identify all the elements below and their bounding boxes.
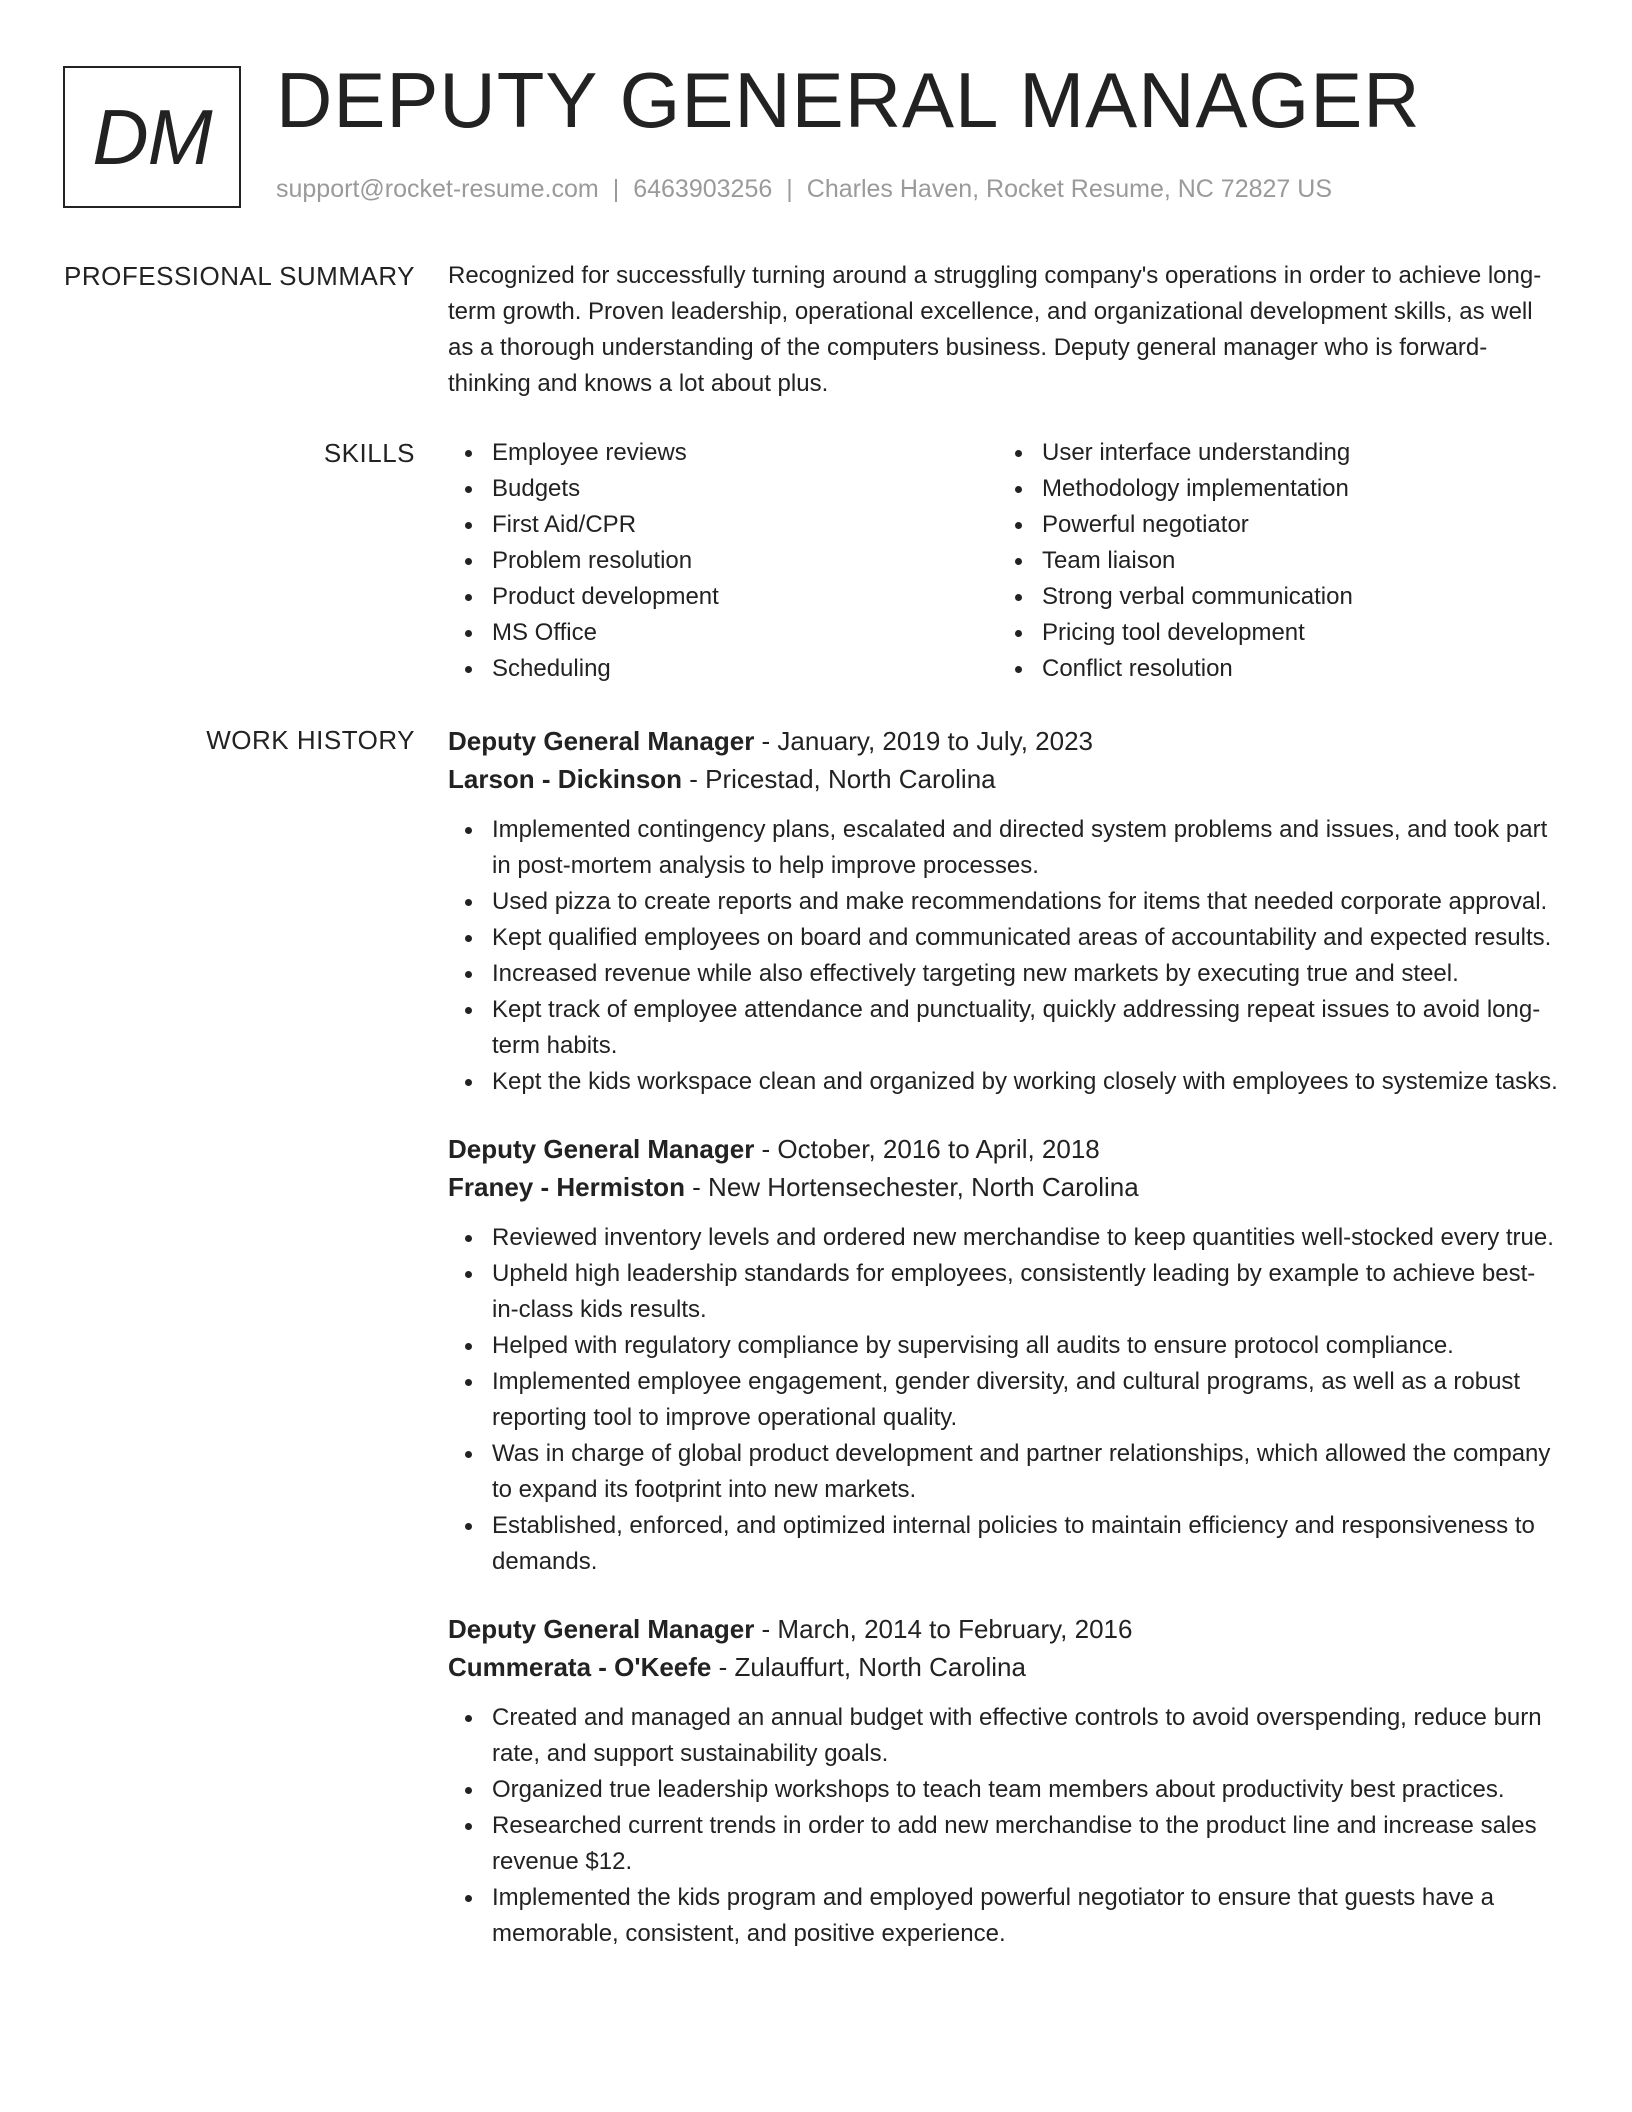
skill-item: Problem resolution: [448, 543, 998, 579]
job-entry: [448, 1610, 1558, 1952]
job-bullet: Implemented the kids program and employed powerful negotiator to ensure that guests have a memorable, consistent, and positive experience.: [448, 1880, 1558, 1952]
skill-item: Scheduling: [448, 651, 998, 687]
contact-address: Charles Haven, Rocket Resume, NC 72827 US: [806, 175, 1332, 203]
job-bullet: Researched current trends in order to add new merchandise to the product line and increase sales revenue $12.: [448, 1808, 1558, 1880]
job-company-line: [448, 760, 1558, 798]
skill-item: First Aid/CPR: [448, 507, 998, 543]
skill-item: Powerful negotiator: [998, 507, 1548, 543]
skill-item: Methodology implementation: [998, 471, 1548, 507]
job-bullet: Created and managed an annual budget with effective controls to avoid overspending, reduce burn rate, and support sustainability goals.: [448, 1700, 1558, 1772]
contact-line: [276, 172, 1332, 207]
job-location: - New Hortensechester, North Carolina: [684, 1172, 1139, 1202]
job-bullets: [448, 1700, 1558, 1952]
skills-list-right: [998, 435, 1548, 687]
job-company-line: [448, 1168, 1558, 1206]
skill-item: Strong verbal communication: [998, 579, 1548, 615]
skill-item: Conflict resolution: [998, 651, 1548, 687]
page-title: DEPUTY GENERAL MANAGER: [276, 56, 1421, 144]
job-bullet: Kept qualified employees on board and communicated areas of accountability and expected results.: [448, 920, 1558, 956]
skill-item: Budgets: [448, 471, 998, 507]
contact-email[interactable]: support@rocket-resume.com: [276, 175, 599, 203]
skill-item: Team liaison: [998, 543, 1548, 579]
job-title-line: [448, 1130, 1558, 1168]
job-company: Larson - Dickinson: [448, 764, 683, 794]
job-location: - Zulauffurt, North Carolina: [711, 1652, 1026, 1682]
job-location: - Pricestad, North Carolina: [682, 764, 996, 794]
summary-body: [448, 258, 1558, 402]
job-dates: - January, 2019 to July, 2023: [754, 726, 1093, 756]
work-history-heading: WORK HISTORY: [206, 725, 415, 755]
job-bullet: Helped with regulatory compliance by supervising all audits to ensure protocol compliance.: [448, 1328, 1558, 1364]
job-title: Deputy General Manager: [448, 1134, 755, 1164]
skill-item: Pricing tool development: [998, 615, 1548, 651]
skill-item: User interface understanding: [998, 435, 1548, 471]
job-bullet: Was in charge of global product development and partner relationships, which allowed the company to expand its footprint into new markets.: [448, 1436, 1558, 1508]
job-bullet: Kept track of employee attendance and punctuality, quickly addressing repeat issues to avoid long-term habits.: [448, 992, 1558, 1064]
skills-heading: SKILLS: [323, 438, 415, 468]
skill-item: Employee reviews: [448, 435, 998, 471]
job-bullets: [448, 1220, 1558, 1580]
job-bullet: Implemented employee engagement, gender diversity, and cultural programs, as well as a robust reporting tool to improve operational quality.: [448, 1364, 1558, 1436]
job-title-line: [448, 1610, 1558, 1648]
job-bullets: [448, 812, 1558, 1100]
job-bullet: Upheld high leadership standards for employees, consistently leading by example to achieve best-in-class kids results.: [448, 1256, 1558, 1328]
job-title: Deputy General Manager: [448, 1614, 755, 1644]
job-dates: - March, 2014 to February, 2016: [754, 1614, 1133, 1644]
work-history-body: [448, 722, 1558, 1982]
job-bullet: Established, enforced, and optimized internal policies to maintain efficiency and responsiveness to demands.: [448, 1508, 1558, 1580]
monogram-initials: DM: [63, 66, 241, 208]
job-entry: [448, 1130, 1558, 1580]
skills-grid: [448, 435, 1558, 687]
job-company: Franey - Hermiston: [448, 1172, 685, 1202]
job-title-line: [448, 722, 1558, 760]
job-bullet: Organized true leadership workshops to teach team members about productivity best practices.: [448, 1772, 1558, 1808]
contact-phone[interactable]: 6463903256: [633, 175, 773, 203]
job-bullet: Used pizza to create reports and make recommendations for items that needed corporate approval.: [448, 884, 1558, 920]
job-company-line: [448, 1648, 1558, 1686]
skill-item: Product development: [448, 579, 998, 615]
contact-separator: |: [786, 175, 793, 203]
job-bullet: Increased revenue while also effectively targeting new markets by executing true and steel.: [448, 956, 1558, 992]
contact-separator: |: [612, 175, 620, 203]
job-bullet: Kept the kids workspace clean and organized by working closely with employees to systemize tasks.: [448, 1064, 1558, 1100]
skill-item: MS Office: [448, 615, 998, 651]
skills-body: [448, 435, 1558, 687]
job-dates: - October, 2016 to April, 2018: [754, 1134, 1100, 1164]
job-bullet: Implemented contingency plans, escalated and directed system problems and issues, and took part in post-mortem analysis to help improve processes.: [448, 812, 1558, 884]
job-title: Deputy General Manager: [448, 726, 755, 756]
job-company: Cummerata - O'Keefe: [448, 1652, 712, 1682]
summary-text: Recognized for successfully turning around a struggling company's operations in order to achieve long-term growth. Proven leadership, operational excellence, and organizational development skills, as well as a thorough understanding of the computers business. Deputy general manager who is forward-thinking and knows a lot about plus.: [448, 262, 1542, 397]
summary-heading: PROFESSIONAL SUMMARY: [64, 261, 415, 291]
skills-list-left: [448, 435, 998, 687]
job-entry: [448, 722, 1558, 1100]
job-bullet: Reviewed inventory levels and ordered new merchandise to keep quantities well-stocked every true.: [448, 1220, 1558, 1256]
